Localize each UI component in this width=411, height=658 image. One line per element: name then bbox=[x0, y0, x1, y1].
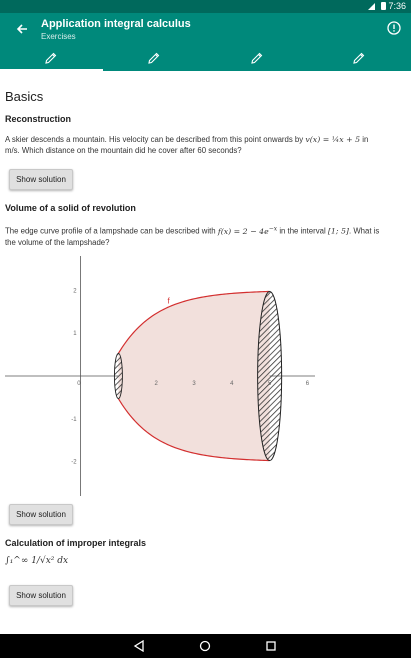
y-tick-label: -1 bbox=[71, 416, 77, 423]
x-tick-label: 2 bbox=[154, 381, 158, 387]
show-solution-button-3[interactable]: Show solution bbox=[9, 585, 73, 606]
section-heading: Basics bbox=[5, 89, 44, 104]
status-bar bbox=[0, 0, 411, 13]
info-icon[interactable] bbox=[387, 21, 401, 35]
x-tick-label: 5 bbox=[267, 381, 272, 387]
nav-home-icon[interactable] bbox=[199, 640, 211, 652]
show-solution-button-2[interactable]: Show solution bbox=[9, 504, 73, 525]
navigation-bar bbox=[0, 634, 411, 658]
exercise-title-improper: Calculation of improper integrals bbox=[5, 538, 147, 548]
tab-bar bbox=[0, 45, 411, 71]
nav-back-icon[interactable] bbox=[133, 640, 145, 652]
battery-icon bbox=[381, 2, 386, 10]
curve-label: f bbox=[167, 296, 170, 306]
back-arrow-icon[interactable] bbox=[14, 21, 30, 37]
lampshade-plot bbox=[0, 251, 320, 501]
y-tick-label: -2 bbox=[71, 459, 77, 466]
tab-4[interactable] bbox=[308, 45, 411, 71]
y-tick-label: 0 bbox=[77, 381, 81, 387]
tab-2[interactable] bbox=[103, 45, 206, 71]
right-end-ellipse bbox=[258, 291, 282, 460]
exercise-title-revolution: Volume of a solid of revolution bbox=[5, 203, 136, 213]
y-tick-label: 2 bbox=[73, 288, 77, 295]
left-end-ellipse bbox=[114, 353, 122, 398]
x-tick-label: 3 bbox=[192, 381, 196, 387]
tab-1[interactable] bbox=[0, 45, 103, 71]
pencil-icon bbox=[353, 52, 365, 64]
exercise-text-reconstruction: A skier descends a mountain. His velocity can be described from this point onwards by v(x) = ¼x + 5 in m/s. Which distance on the mountain did he cover after 60 seconds? bbox=[5, 135, 369, 155]
signal-icon bbox=[368, 3, 375, 10]
pencil-icon bbox=[45, 52, 57, 64]
status-time: 7:36 bbox=[388, 1, 406, 11]
page-subtitle: Exercises bbox=[41, 32, 76, 41]
solid-body bbox=[118, 291, 269, 460]
pencil-icon bbox=[148, 52, 160, 64]
nav-recents-icon[interactable] bbox=[265, 640, 277, 652]
app-bar bbox=[0, 13, 411, 45]
improper-integral-formula: ∫₁^∞ 1/√x² dx bbox=[5, 556, 69, 566]
tab-3[interactable] bbox=[206, 45, 309, 71]
plot-marks bbox=[114, 291, 281, 460]
x-tick-label: 6 bbox=[305, 381, 310, 387]
page-title: Application integral calculus bbox=[41, 18, 191, 30]
pencil-icon bbox=[251, 52, 263, 64]
x-tick-label: 4 bbox=[230, 381, 234, 387]
y-tick-label: 1 bbox=[73, 331, 77, 338]
content-area bbox=[0, 71, 411, 634]
exercise-title-reconstruction: Reconstruction bbox=[5, 114, 72, 124]
show-solution-button-1[interactable]: Show solution bbox=[9, 169, 73, 190]
exercise-text-revolution: The edge curve profile of a lampshade can be described with $f(x) = 2 - 4e^{-x}$ in the interval [1; 5]. What is the volume of the lampshade? bbox=[5, 225, 380, 247]
